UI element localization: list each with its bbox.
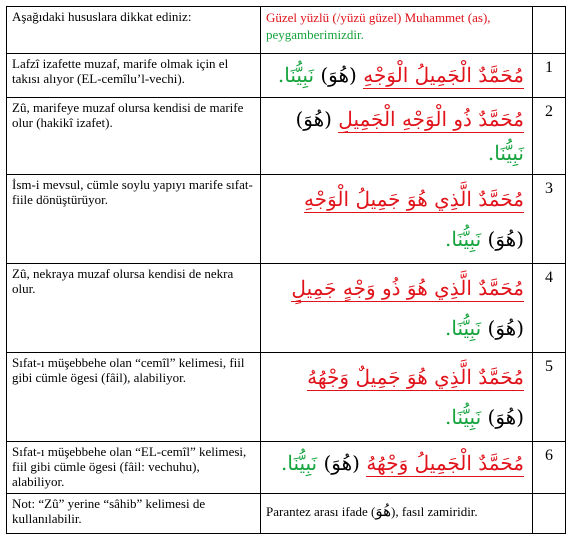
row-desc: Sıfat-ı müşebbehe olan “EL-cemîl” kelimesi, fiil gibi cümle ögesi (fâil: vechuhu), alabiliyor.: [7, 442, 261, 494]
table-row: [7, 98, 566, 175]
arabic-green: نَبِيُّنَا.: [445, 227, 482, 251]
arabic-green: نَبِيُّنَا.: [277, 63, 315, 87]
note-left: Not: “Zû” yerine “sâhib” kelimesi de kullanılabilir.: [7, 494, 261, 534]
row-arabic: [261, 54, 533, 98]
note-right: [261, 494, 533, 534]
arabic-red: مُحَمَّدٌ الْجَمِيلُ وَجْهُهُ: [366, 451, 524, 475]
arabic-green: نَبِيُّنَا.: [445, 405, 482, 429]
row-number: 4: [533, 264, 566, 353]
row-desc: Zû, nekraya muzaf olursa kendisi de nekra olur.: [7, 264, 261, 353]
arabic-paren: (هُوَ): [487, 316, 524, 340]
row-desc: Zû, marifeye muzaf olursa kendisi de marife olur (hakikî izafet).: [7, 98, 261, 175]
row-arabic: [261, 98, 533, 175]
header-row: [7, 7, 566, 54]
table-row: [7, 54, 566, 98]
header-num: [533, 7, 566, 54]
row-desc: İsm-i mevsul, cümle soylu yapıyı marife sıfat-fiile dönüştürüyor.: [7, 175, 261, 264]
arabic-red-text: مُحَمَّدٌ الَّذِي هُوَ ذُو وَجْهٍ جَمِيلٍ: [291, 276, 524, 300]
row-number: 1: [533, 54, 566, 98]
arabic-paren: (هُوَ): [323, 451, 360, 475]
row-number: 6: [533, 442, 566, 494]
arabic-red: مُحَمَّدٌ الَّذِي هُوَ جَمِيلٌ وَجْهُهُ: [307, 365, 524, 389]
table-row: [7, 353, 566, 442]
arabic-paren: (هُوَ): [295, 107, 332, 131]
arabic-red: مُحَمَّدٌ الْجَمِيلُ الْوَجْهِ: [363, 63, 524, 87]
grammar-table: [6, 6, 566, 534]
row-number: 5: [533, 353, 566, 442]
row-number: 2: [533, 98, 566, 175]
arabic-red: مُحَمَّدٌ الَّذِي هُوَ جَمِيلُ الْوَجْهِ: [304, 187, 524, 211]
header-left: Aşağıdaki hususlara dikkat ediniz:: [7, 7, 261, 54]
row-arabic: [261, 264, 533, 353]
header-right: [261, 7, 533, 54]
table-row: [7, 264, 566, 353]
arabic-paren: (هُوَ): [487, 405, 524, 429]
header-right-red: Güzel yüzlü (/yüzü güzel) Muhammet (as),: [266, 10, 491, 25]
row-desc: Lafzî izafette muzaf, marife olmak için el takısı alıyor (EL-cemîlu’l-vechi).: [7, 54, 261, 98]
arabic-green: نَبِيُّنَا.: [487, 141, 524, 165]
arabic-red: [291, 276, 524, 302]
row-arabic: [261, 442, 533, 494]
arabic-paren: (هُوَ): [487, 227, 524, 251]
row-number: 3: [533, 175, 566, 264]
table-row: [7, 175, 566, 264]
arabic-red: مُحَمَّدٌ ذُو الْوَجْهِ الْجَمِيلِ: [338, 107, 524, 131]
header-right-green: peygamberimizdir.: [266, 27, 364, 42]
row-desc: Sıfat-ı müşebbehe olan “cemîl” kelimesi, fiil gibi cümle ögesi (fâil), alabiliyor.: [7, 353, 261, 442]
row-arabic: [261, 353, 533, 442]
note-num: [533, 494, 566, 534]
arabic-green: نَبِيُّنَا.: [281, 451, 318, 475]
arabic-paren: (هُوَ): [320, 63, 357, 87]
note-right-after: ), fasıl zamiridir.: [391, 504, 478, 519]
arabic-green: نَبِيُّنَا.: [445, 316, 482, 340]
row-arabic: [261, 175, 533, 264]
table-row: [7, 442, 566, 494]
note-right-before: Parantez arası ifade (: [266, 504, 376, 519]
note-right-arabic: هُوَ: [375, 502, 392, 520]
note-row: [7, 494, 566, 534]
